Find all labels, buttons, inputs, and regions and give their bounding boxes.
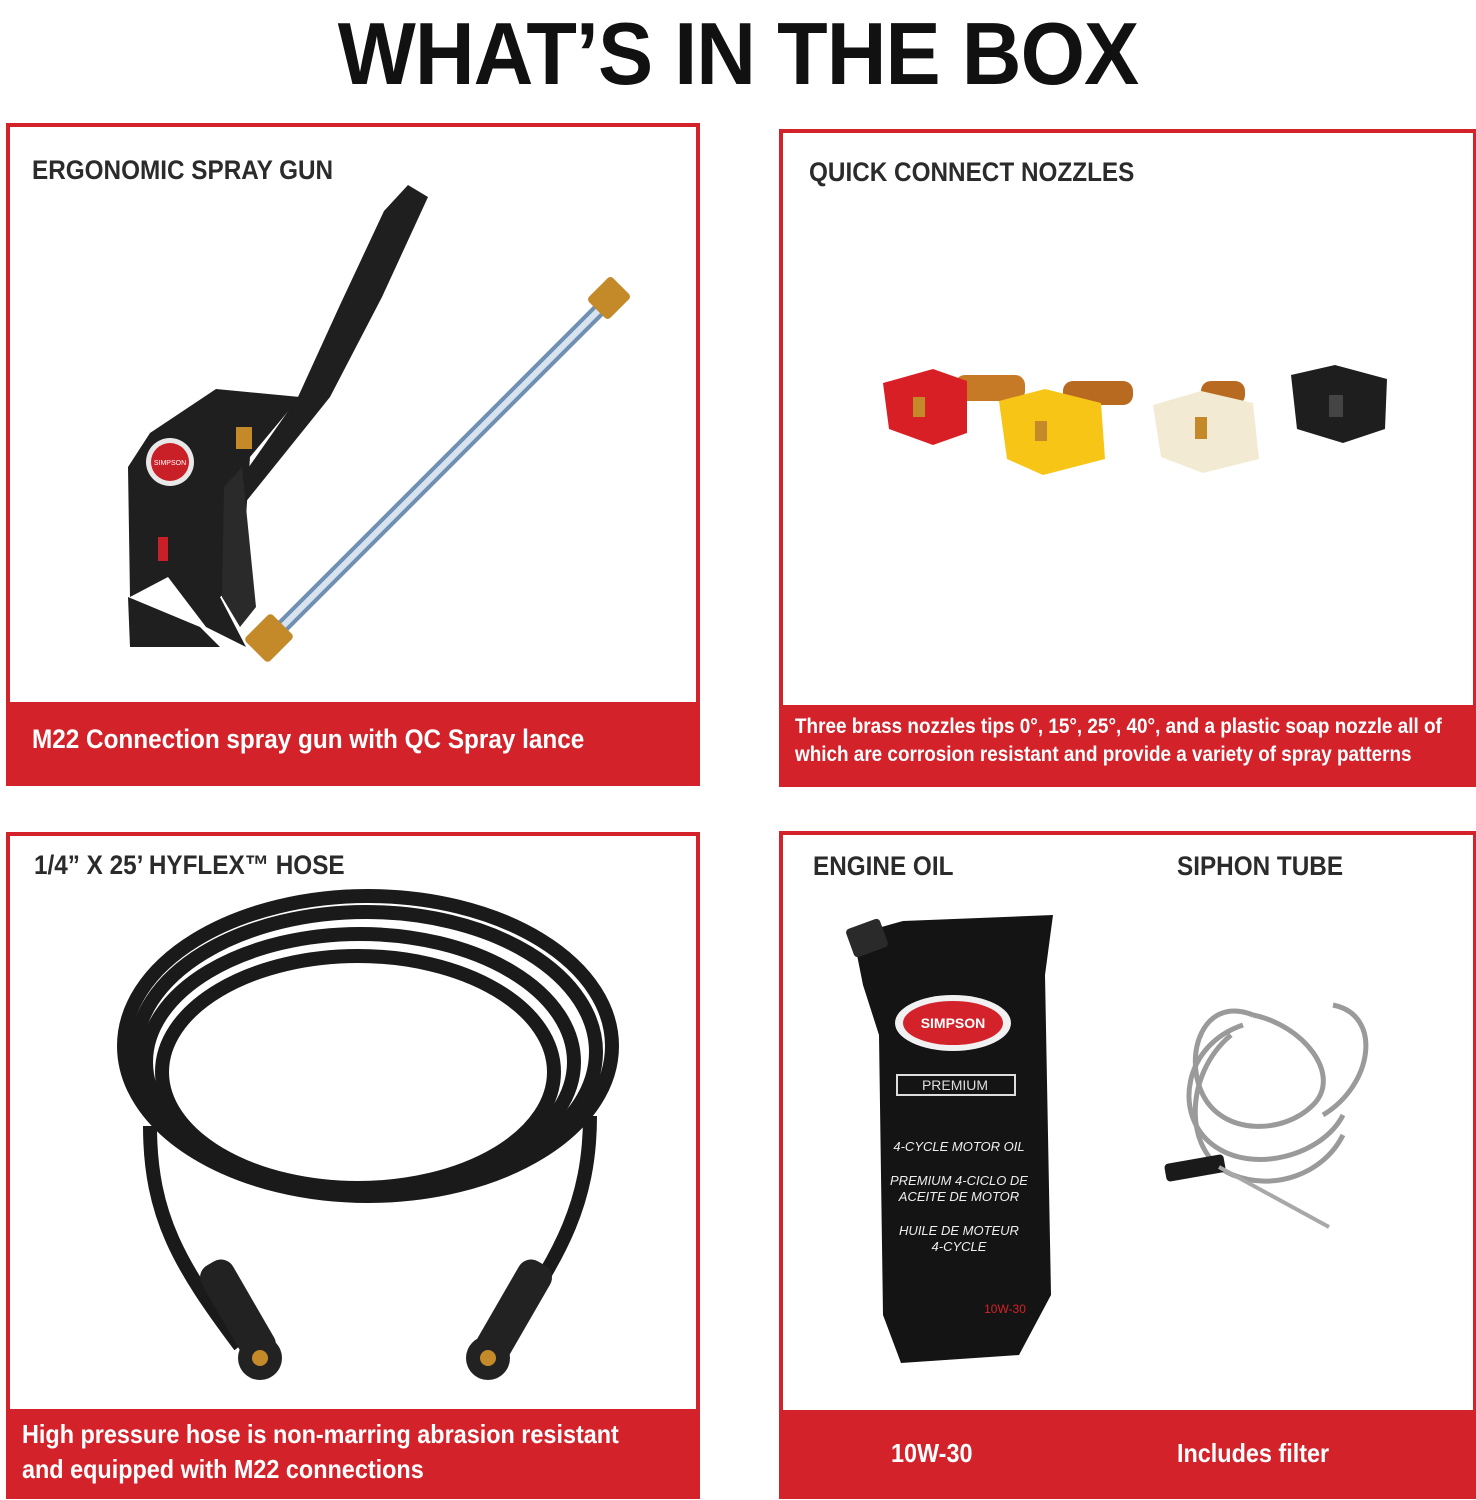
spray-gun-body [128,185,428,647]
siphon-tube-caption: Includes filter [1177,1438,1330,1468]
nozzles-panel [779,129,1476,787]
engine-oil-caption: 10W-30 [891,1438,973,1468]
hose-caption-bar [6,1409,700,1499]
hose-label: 1/4” X 25’ HYFLEX™ HOSE [34,850,345,880]
spray-gun-panel [6,123,700,786]
page-title: WHAT’S IN THE BOX [337,4,1139,103]
siphon-tube-image [783,835,1473,1415]
spray-gun-image [10,127,696,707]
spray-lance [244,275,632,663]
oil-pouch-brand: SIMPSON [920,1015,986,1031]
white-nozzle [1153,381,1259,473]
oil-pouch-grade: 10W-30 [984,1302,1026,1316]
oil-siphon-caption-bar [779,1410,1476,1499]
nozzles-caption-line2: which are corrosion resistant and provide a variety of spray patterns [795,743,1412,766]
nozzles-caption-line1: Three brass nozzles tips 0°, 15°, 25°, 40°, and a plastic soap nozzle all of [795,715,1442,738]
spray-gun-logo: SIMPSON [153,460,187,467]
hose-caption-line2: and equipped with M22 connections [22,1454,424,1484]
oil-pouch-line2: PREMIUM 4-CICLO DE [890,1173,1028,1188]
hose-caption-line1: High pressure hose is non-marring abrasion resistant [22,1419,619,1449]
oil-pouch-line3: ACEITE DE MOTOR [898,1189,1020,1204]
spray-gun-caption-bar [6,702,700,786]
nozzles-image [783,133,1473,693]
hose-panel [6,832,700,1499]
nozzles-label: QUICK CONNECT NOZZLES [809,157,1135,187]
oil-pouch-line5: 4-CYCLE [931,1239,987,1254]
oil-pouch-line1: 4-CYCLE MOTOR OIL [893,1139,1025,1154]
nozzles-caption-bar [779,705,1476,787]
spray-gun-label: ERGONOMIC SPRAY GUN [32,155,334,185]
oil-pouch-premium: PREMIUM [921,1077,989,1093]
oil-siphon-panel [779,831,1476,1499]
hose-image [10,836,696,1416]
siphon-tube-label: SIPHON TUBE [1177,851,1344,881]
oil-pouch-line4: HUILE DE MOTEUR [899,1223,1019,1238]
spray-gun-caption: M22 Connection spray gun with QC Spray lance [32,724,585,754]
engine-oil-label: ENGINE OIL [813,851,954,881]
black-soap-nozzle [1291,365,1387,443]
